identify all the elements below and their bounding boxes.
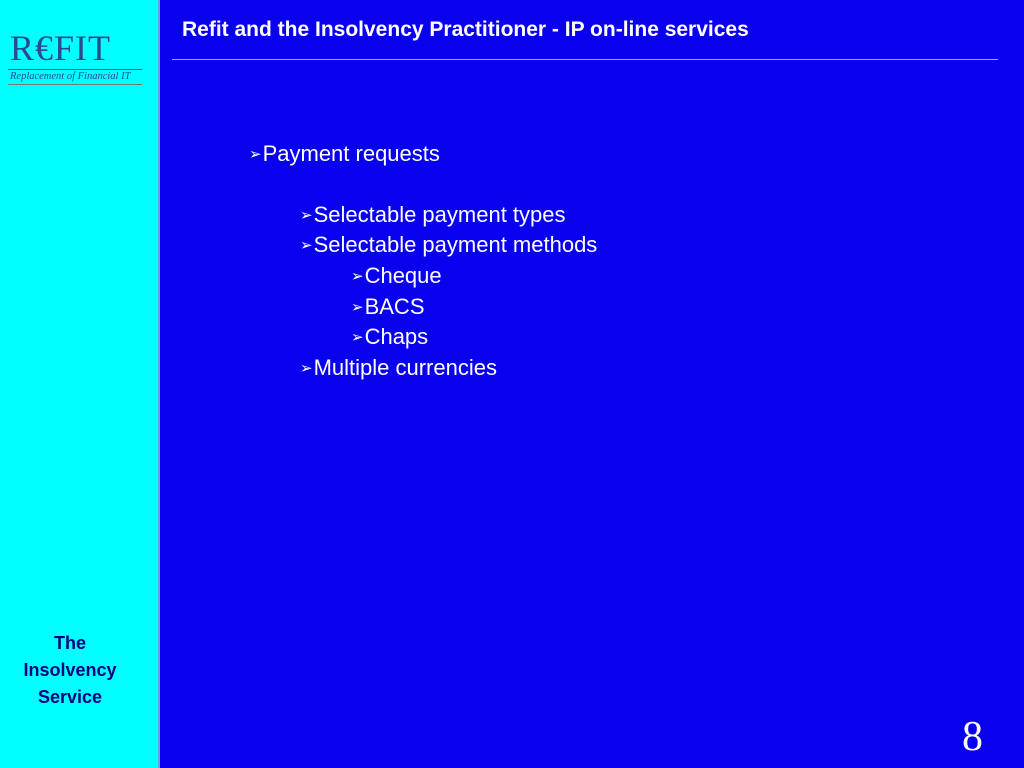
bullet-chaps bbox=[351, 322, 428, 354]
logo-underline bbox=[8, 84, 142, 85]
title-divider bbox=[172, 59, 998, 60]
page-number: 8 bbox=[962, 714, 983, 760]
bullet-label: Selectable payment methods bbox=[313, 232, 598, 257]
slide-title: Refit and the Insolvency Practitioner - IP on-line services bbox=[182, 18, 749, 41]
arrow-bullet-icon: ➢ bbox=[300, 359, 313, 377]
bullet-payment-requests bbox=[249, 139, 440, 171]
refit-logo bbox=[8, 28, 144, 86]
bullet-label: Cheque bbox=[364, 263, 442, 288]
arrow-bullet-icon: ➢ bbox=[351, 298, 364, 316]
bullet-multiple-currencies bbox=[300, 353, 497, 385]
arrow-bullet-icon: ➢ bbox=[351, 267, 364, 285]
bullet-label: Chaps bbox=[364, 324, 429, 349]
bullet-label: Payment requests bbox=[262, 141, 440, 166]
arrow-bullet-icon: ➢ bbox=[351, 328, 364, 346]
sidebar bbox=[0, 0, 160, 768]
logo-tagline: Replacement of Financial IT bbox=[10, 71, 131, 82]
bullet-selectable-payment-types bbox=[300, 200, 566, 232]
arrow-bullet-icon: ➢ bbox=[300, 236, 313, 254]
logo-wordmark: R€FIT bbox=[10, 28, 112, 68]
bullet-cheque bbox=[351, 261, 442, 293]
bullet-bacs bbox=[351, 292, 425, 324]
bullet-label: BACS bbox=[364, 294, 425, 319]
organisation-name: The Insolvency Service bbox=[23, 633, 117, 707]
logo-divider bbox=[8, 69, 142, 70]
bullet-selectable-payment-methods bbox=[300, 230, 597, 262]
bullet-label: Selectable payment types bbox=[313, 202, 566, 227]
arrow-bullet-icon: ➢ bbox=[249, 145, 262, 163]
arrow-bullet-icon: ➢ bbox=[300, 206, 313, 224]
bullet-label: Multiple currencies bbox=[313, 355, 497, 380]
